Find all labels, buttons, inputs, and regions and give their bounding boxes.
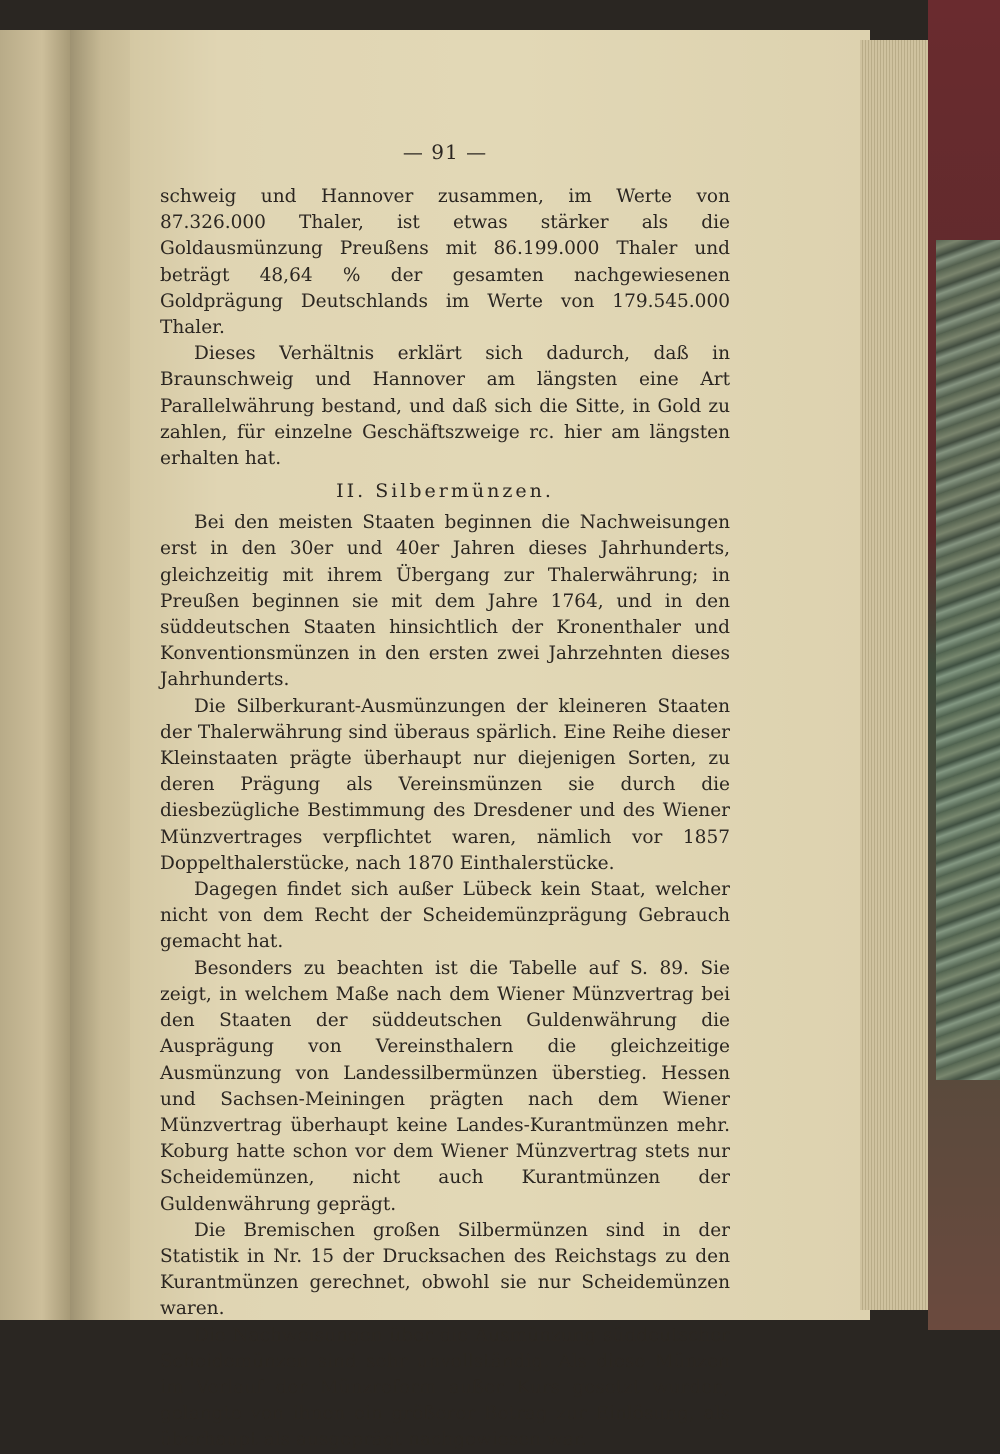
paragraph: Die Bremischen großen Silbermünzen sind in der Statistik in Nr. 15 der Drucksachen des Reichstags zu den Kurantmünzen gerechnet, obwohl sie nur Scheidemünzen waren.	[160, 1219, 730, 1320]
paragraph: Besonders zu beachten ist die Tabelle auf S. 89. Sie zeigt, in welchem Maße nach dem Wiener Münzvertrag bei den Staaten der süddeutschen Guldenwährung die Ausprägung von Vereinsthalern die gleichzeitige Ausmünzung von Landessilbermünzen überstieg. Hessen und Sachsen-Meiningen prägten nach dem Wiener Münzvertrag überhaupt keine Landes-Kurantmünzen mehr. Koburg hatte schon vor dem Wiener Münzvertrag stets nur Scheidemünzen, nicht auch Kurantmünzen der Guldenwährung geprägt.	[160, 957, 730, 1215]
book-cover	[928, 0, 1000, 1330]
paragraph: schweig und Hannover zusammen, im Werte von 87.326.000 Thaler, ist etwas stärker als die Goldausmünzung Preußens mit 86.199.000 Thaler und beträgt 48,64 % der gesamten nachgewiesenen Goldprägung Deutschlands im Werte von 179.545.000 Thaler.	[160, 186, 730, 339]
paragraph: Dieses Verhältnis erklärt sich dadurch, daß in Braunschweig und Hannover am längsten eine Art Parallelwährung bestand, und daß sich die Sitte, in Gold zu zahlen, für einzelne Geschäftszweige rc. hier am längsten erhalten hat.	[160, 343, 730, 470]
left-page-edge	[0, 30, 70, 1320]
page-text	[160, 140, 730, 1454]
paragraph: Die Silberkurant-Ausmünzungen der kleineren Staaten der Thalerwährung sind überaus spärlich. Eine Reihe dieser Kleinstaaten prägte überhaupt nur diejenigen Sorten, zu deren Prägung als Vereinsmünzen sie durch die diesbezügliche Bestimmung des Dresdener und des Wiener Münzvertrages verpflichtet waren, nämlich vor 1857 Doppelthalerstücke, nach 1870 Einthalerstücke.	[160, 695, 730, 874]
page-number: — 91 —	[402, 140, 488, 164]
page-edges	[860, 40, 930, 1310]
paragraph: Bei den meisten Staaten beginnen die Nachweisungen erst in den 30er und 40er Jahren dieses Jahrhunderts, gleichzeitig mit ihrem Übergang zur Thalerwährung; in Preußen beginnen sie mit dem Jahre 1764, und in den süddeutschen Staaten hinsichtlich der Kronenthaler und Konventionsmünzen in den ersten zwei Jahrzehnten dieses Jahrhunderts.	[160, 512, 730, 691]
paragraph: Die Nachweisungen über die Ausmünzung süddeutscher Scheidemünzen sind sehr unvollständig. Als diese Münzen im Verlauf der Münzreform außer Kurs gesetzt wurden, gelangte von ihnen ein größerer Betrag zur Einlösung, als überhaupt als ausgeprägt nachgewiesen war.	[160, 1324, 730, 1451]
section-heading: II. Silbermünzen.	[336, 480, 554, 503]
marbled-endpaper	[936, 240, 1000, 1080]
paragraph: Dagegen findet sich außer Lübeck kein Staat, welcher nicht von dem Recht der Scheidemünzprägung Gebrauch gemacht hat.	[160, 879, 730, 953]
